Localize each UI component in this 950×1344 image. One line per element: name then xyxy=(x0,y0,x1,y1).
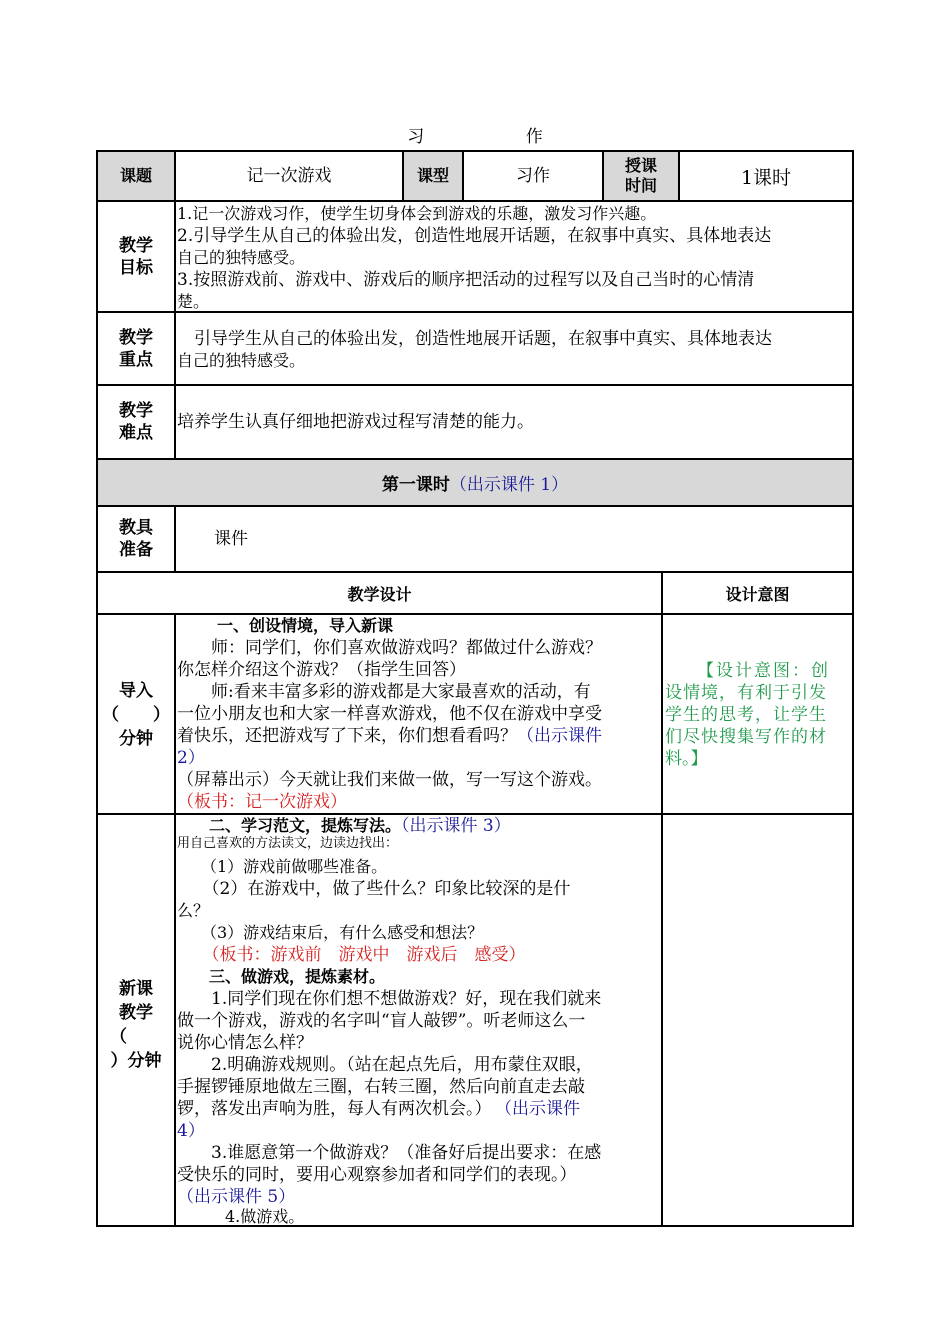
type-value: 习作 xyxy=(516,166,550,186)
design-intent-line: 料。】 xyxy=(665,749,708,769)
tools-label xyxy=(98,507,174,571)
hours-label-line2: 时间 xyxy=(624,176,657,195)
intro-label xyxy=(98,680,174,750)
section-two-courseware: （出示课件 3） xyxy=(401,816,511,836)
tools-label-line2: 准备 xyxy=(119,540,153,560)
intro-label-line2: （ ） xyxy=(102,705,170,725)
step-line: 1.同学们现在你们想不想做游戏？好，现在我们就来 xyxy=(177,989,602,1009)
goal-line: 3.按照游戏前、游戏中、游戏后的顺序把活动的过程写以及自己当时的心情清 xyxy=(177,270,755,290)
step-line: 受快乐的同时，要用心观察参加者和同学们的表现。） xyxy=(177,1165,577,1185)
new-lesson-label-line4: ）分钟 xyxy=(110,1051,162,1071)
intro-heading xyxy=(177,615,393,637)
key-point-line: 引导学生从自己的体验出发，创造性地展开话题，在叙事中真实、具体地表达 xyxy=(177,329,772,349)
intro-line: 一位小朋友也和大家一样喜欢游戏，他不仅在游戏中享受 xyxy=(177,704,602,724)
question-line: （2）在游戏中，做了些什么？印象比较深的是什 xyxy=(177,879,571,899)
page-title: 习 作 xyxy=(407,127,591,147)
type-label: 课型 xyxy=(416,166,449,185)
hours-value: 1课时 xyxy=(740,166,792,189)
row-divider xyxy=(96,200,854,202)
step-courseware-ref: （出示课件 xyxy=(503,1099,580,1119)
intro-line-text: 着快乐，还把游戏写了下来，你们想看看吗？ xyxy=(177,726,517,746)
reading-instruction: 用自己喜欢的方法读文，边读边找出： xyxy=(177,836,399,851)
key-point-line: 自己的独特感受。 xyxy=(177,351,306,370)
col-divider xyxy=(661,571,663,1227)
goals-label-line2: 目标 xyxy=(119,257,153,278)
question-line: 么？ xyxy=(177,901,210,920)
design-intent-line: 学生的思考，让学生 xyxy=(665,705,827,725)
lesson-bar xyxy=(98,460,852,505)
intro-line: （屏幕出示）今天就让我们来做一做，写一写这个游戏。 xyxy=(177,770,602,790)
question-line: （3）游戏结束后，有什么感受和想法？ xyxy=(177,923,484,942)
intro-label-line1: 导入 xyxy=(119,681,153,701)
goal-line: 自己的独特感受。 xyxy=(177,248,306,267)
difficulties-text: 培养学生认真仔细地把游戏过程写清楚的能力。 xyxy=(177,412,534,432)
new-lesson-label-line3: （ xyxy=(110,1027,127,1047)
step-line: 3.谁愿意第一个做游戏？（准备好后提出要求：在感 xyxy=(177,1143,602,1163)
row-divider xyxy=(96,311,854,313)
step-courseware-ref: （出示课件 5） xyxy=(177,1187,296,1207)
step-line xyxy=(177,1098,580,1120)
row-divider xyxy=(96,384,854,386)
intro-line: 你怎样介绍这个游戏？（指学生回答） xyxy=(177,660,466,680)
goal-line: 2.引导学生从自己的体验出发，创造性地展开话题，在叙事中真实、具体地表达 xyxy=(177,226,772,246)
design-intent-line: 设情境，有利于引发 xyxy=(665,683,827,703)
intro-label-line3: 分钟 xyxy=(119,729,153,749)
col-divider xyxy=(174,505,176,573)
step-line-text: 锣，落发出声响为胜，每人有两次机会。） xyxy=(177,1099,492,1119)
intro-courseware-ref: （出示课件 xyxy=(517,726,602,746)
design-intent-line: 们尽快搜集写作的材 xyxy=(665,727,827,747)
design-intent-line: 【设计意图：创 xyxy=(697,661,830,681)
new-lesson-label-line1: 新课 xyxy=(119,979,153,999)
goals-label xyxy=(98,202,174,311)
key-points-label-line2: 重点 xyxy=(119,349,153,370)
step-line: 做一个游戏，游戏的名字叫“盲人敲锣”。听老师这么一 xyxy=(177,1011,586,1031)
lesson-bar-courseware: （出示课件 1） xyxy=(449,475,569,495)
topic-label: 课题 xyxy=(119,166,152,185)
key-points-label xyxy=(98,313,174,384)
hours-label xyxy=(604,152,678,200)
key-points-label-line1: 教学 xyxy=(119,327,153,348)
section-two-title: 二、学习范文，提炼写法。 xyxy=(177,816,402,835)
step-line: 2.明确游戏规则。（站在起点先后，用布蒙住双眼， xyxy=(177,1055,593,1075)
goal-line: 楚。 xyxy=(177,292,210,311)
question-line: （1）游戏前做哪些准备。 xyxy=(177,857,388,876)
tools-text: 课件 xyxy=(214,529,248,549)
design-header-left: 教学设计 xyxy=(347,584,412,604)
goal-line: 1.记一次游戏习作，使学生切身体会到游戏的乐趣，激发习作兴趣。 xyxy=(177,204,657,223)
step-line: 说你心情怎么样？ xyxy=(177,1033,313,1053)
section-two-heading xyxy=(177,815,511,837)
intro-line: 师:看来丰富多彩的游戏都是大家最喜欢的活动，有 xyxy=(177,682,591,702)
new-lesson-label xyxy=(98,975,174,1075)
intro-line: 师：同学们，你们喜欢做游戏吗？都做过什么游戏？ xyxy=(177,638,602,658)
lesson-bar-title: 第一课时 xyxy=(381,475,450,495)
step-courseware-num: 4） xyxy=(177,1121,205,1141)
section-three-heading: 三、做游戏，提炼素材。 xyxy=(177,967,386,986)
topic-value: 记一次游戏 xyxy=(246,166,332,186)
step-line: 手握锣锤原地做左三圈，右转三圈，然后向前直走去敲 xyxy=(177,1077,585,1097)
difficulties-label-line2: 难点 xyxy=(119,423,153,443)
design-header-right: 设计意图 xyxy=(725,584,790,604)
intro-line xyxy=(177,725,602,747)
hours-label-line1: 授课 xyxy=(624,156,657,175)
difficulties-label xyxy=(98,386,174,458)
board-note: （板书：游戏前 游戏中 游戏后 感受） xyxy=(177,945,526,965)
tools-label-line1: 教具 xyxy=(119,518,153,538)
intro-board-note: （板书：记一次游戏） xyxy=(177,792,347,812)
intro-heading-text: 一、创设情境，导入新课 xyxy=(217,616,394,635)
intro-courseware-num: 2） xyxy=(177,748,205,768)
step-line: 4.做游戏。 xyxy=(177,1207,305,1226)
col-divider xyxy=(174,613,176,1227)
goals-label-line1: 教学 xyxy=(119,235,153,256)
difficulties-label-line1: 教学 xyxy=(119,401,153,421)
row-divider xyxy=(96,505,854,507)
new-lesson-label-line2: 教学 xyxy=(119,1003,153,1023)
